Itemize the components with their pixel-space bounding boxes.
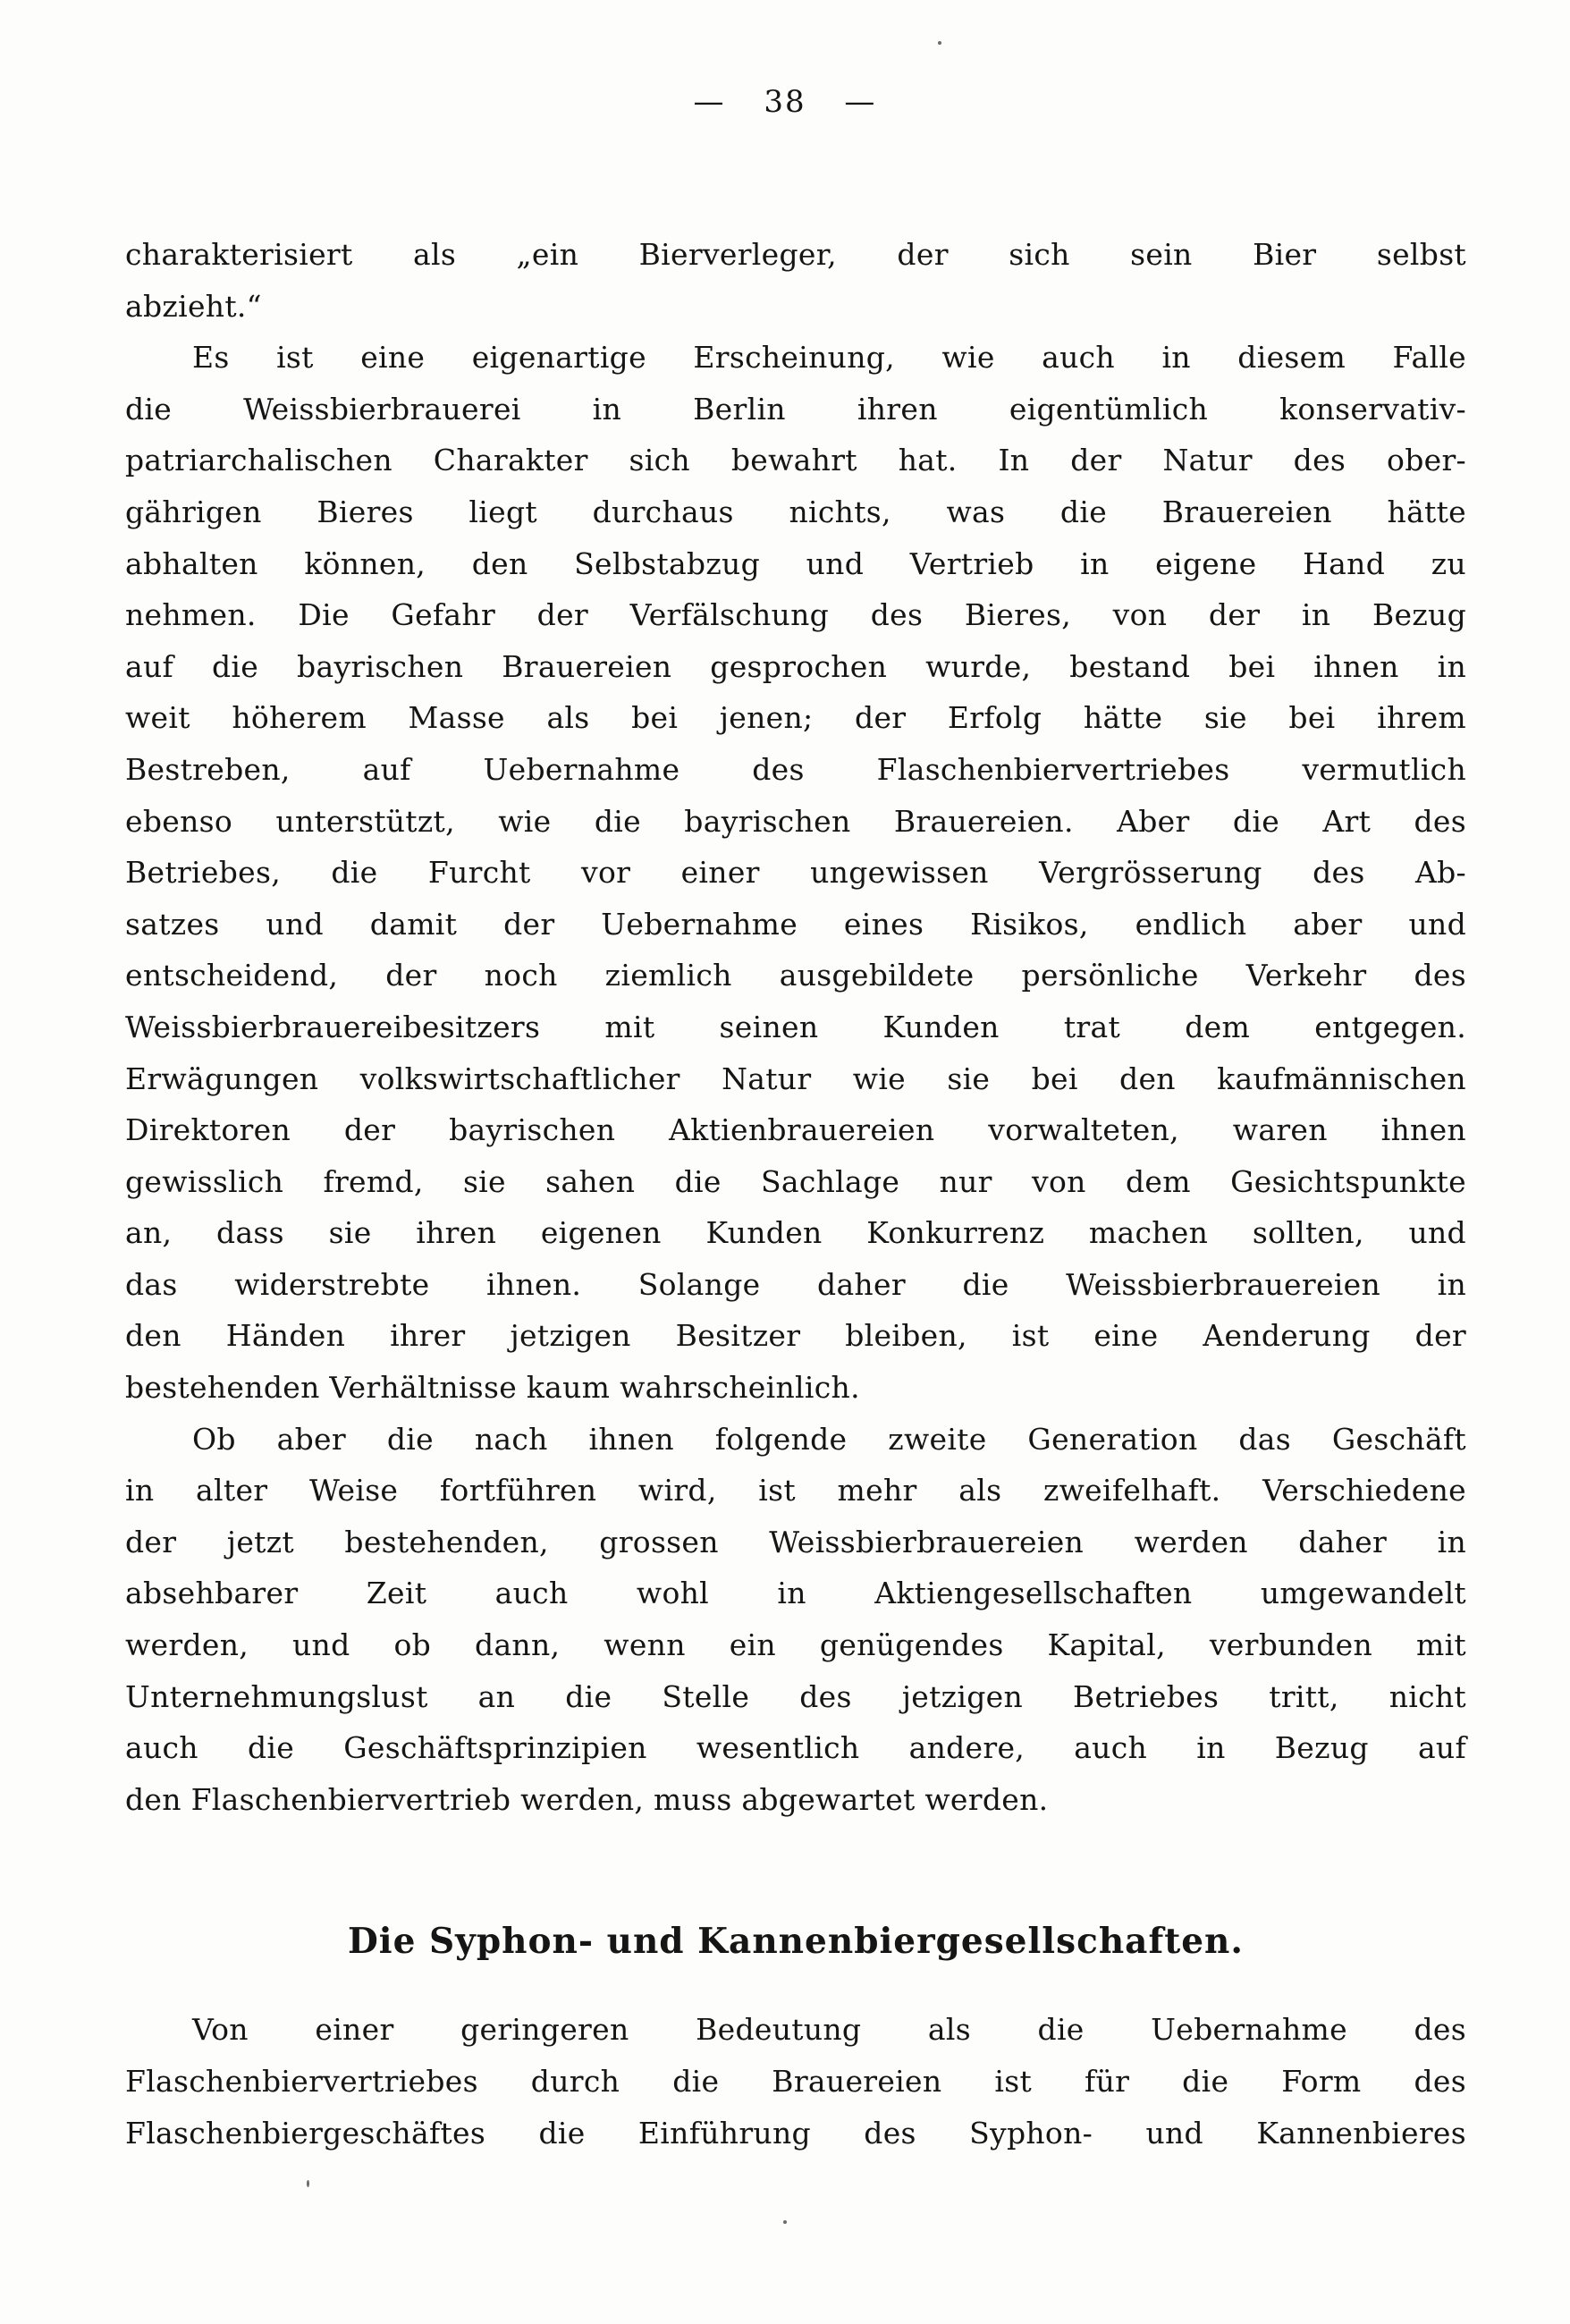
text-line: Es ist eine eigenartige Erscheinung, wie auch in diesem Falle (192, 340, 1466, 376)
text-line: Bestreben, auf Uebernahme des Flaschenbiervertriebes vermutlich (125, 751, 1466, 787)
text-line: an, dass sie ihren eigenen Kunden Konkurrenz machen sollten, und (125, 1215, 1466, 1251)
text-line: entscheidend, der noch ziemlich ausgebildete persönliche Verkehr des (125, 958, 1466, 993)
text-line: Unternehmungslust an die Stelle des jetzigen Betriebes tritt, nicht (125, 1678, 1466, 1714)
text-line: Ob aber die nach ihnen folgende zweite Generation das Geschäft (192, 1421, 1466, 1457)
section-heading: Die Syphon- und Kannenbiergesellschaften. (347, 1921, 1244, 1963)
text-line: absehbarer Zeit auch wohl in Aktiengesellschaften umgewandelt (125, 1576, 1466, 1611)
text-line: werden, und ob dann, wenn ein genügendes Kapital, verbunden mit (125, 1627, 1466, 1663)
text-line: auf die bayrischen Brauereien gesprochen wurde, bestand bei ihnen in (125, 648, 1466, 684)
text-line: abzieht.“ (125, 288, 262, 324)
text-line: Betriebes, die Furcht vor einer ungewissen Vergrösserung des Ab- (125, 855, 1466, 891)
scan-speck (783, 2220, 787, 2224)
text-line: satzes und damit der Uebernahme eines Risikos, endlich aber und (125, 906, 1466, 942)
text-line: das widerstrebte ihnen. Solange daher die Weissbierbrauereien in (125, 1266, 1466, 1302)
text-line: in alter Weise fortführen wird, ist mehr als zweifelhaft. Verschiedene (125, 1473, 1466, 1508)
paragraph-continuation (125, 229, 1466, 332)
text-line: Weissbierbrauereibesitzers mit seinen Kunden trat dem entgegen. (125, 1009, 1466, 1044)
text-line: patriarchalischen Charakter sich bewahrt hat. In der Natur des ober- (125, 443, 1466, 478)
text-line: weit höherem Masse als bei jenen; der Erfolg hätte sie bei ihrem (125, 700, 1466, 736)
page-number: — 38 — (693, 84, 877, 120)
text-line: Erwägungen volkswirtschaftlicher Natur wie sie bei den kaufmännischen (125, 1061, 1466, 1096)
paragraph-syphon-kannenbier (125, 2004, 1466, 2159)
text-line: charakterisiert als „ein Bierverleger, der sich sein Bier selbst (125, 237, 1466, 272)
text-line: auch die Geschäftsprinzipien wesentlich andere, auch in Bezug auf (125, 1730, 1466, 1766)
text-line: gewisslich fremd, sie sahen die Sachlage nur von dem Gesichtspunkte (125, 1163, 1466, 1199)
text-line: nehmen. Die Gefahr der Verfälschung des Bieres, von der in Bezug (125, 597, 1466, 633)
text-line: der jetzt bestehenden, grossen Weissbierbrauereien werden daher in (125, 1524, 1466, 1559)
text-line: Flaschenbiervertriebes durch die Brauereien ist für die Form des (125, 2064, 1466, 2099)
text-line: Von einer geringeren Bedeutung als die Uebernahme des (192, 2012, 1466, 2048)
scan-speck (307, 2180, 309, 2187)
paragraph-zweite-generation (125, 1414, 1466, 1826)
text-line: ebenso unterstützt, wie die bayrischen Brauereien. Aber die Art des (125, 803, 1466, 839)
paragraph-weissbierbrauerei (125, 332, 1466, 1413)
text-line: den Flaschenbiervertrieb werden, muss abgewartet werden. (125, 1781, 1049, 1817)
scan-speck (938, 41, 941, 45)
text-line: Direktoren der bayrischen Aktienbrauereien vorwalteten, waren ihnen (125, 1112, 1466, 1148)
text-line: die Weissbierbrauerei in Berlin ihren eigentümlich konservativ- (125, 391, 1466, 427)
text-line: bestehenden Verhältnisse kaum wahrscheinlich. (125, 1370, 860, 1406)
text-line: den Händen ihrer jetzigen Besitzer bleiben, ist eine Aenderung der (125, 1318, 1466, 1354)
text-line: abhalten können, den Selbstabzug und Vertrieb in eigene Hand zu (125, 545, 1466, 581)
text-line: gährigen Bieres liegt durchaus nichts, was die Brauereien hätte (125, 494, 1466, 529)
text-line: Flaschenbiergeschäftes die Einführung des Syphon- und Kannenbieres (125, 2115, 1466, 2151)
body-text (125, 229, 1466, 2159)
